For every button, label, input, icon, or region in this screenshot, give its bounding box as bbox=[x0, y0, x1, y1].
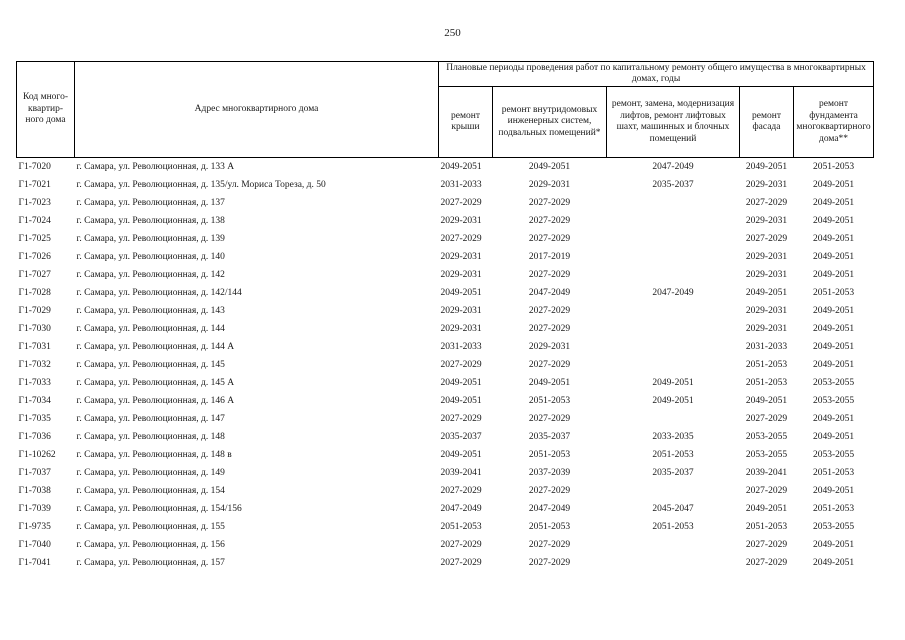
cell-elevators bbox=[607, 356, 740, 374]
cell-foundation: 2051-2053 bbox=[812, 288, 855, 298]
cell-elevators bbox=[607, 230, 740, 248]
cell-code: Г1-7040 bbox=[18, 540, 51, 550]
cell-address: г. Самара, ул. Революционная, д. 142/144 bbox=[76, 288, 242, 298]
table-row bbox=[17, 482, 874, 500]
cell-foundation: 2049-2051 bbox=[812, 486, 855, 496]
cell-roof: 2029-2031 bbox=[440, 306, 482, 316]
cell-foundation: 2053-2055 bbox=[812, 378, 855, 388]
cell-roof: 2049-2051 bbox=[440, 288, 482, 298]
cell-foundation: 2051-2053 bbox=[812, 162, 855, 172]
header-engineering: ремонт внутридомовых инженерных систем, подвальных помещений* bbox=[493, 87, 607, 158]
table-row bbox=[17, 356, 874, 374]
table-row bbox=[17, 392, 874, 410]
cell-roof: 2027-2029 bbox=[440, 414, 482, 424]
header-periods: Плановые периоды проведения работ по капитальному ремонту общего имущества в многоквартирных домах, годы bbox=[439, 62, 874, 87]
cell-engineering: 2051-2053 bbox=[528, 396, 571, 406]
cell-roof: 2027-2029 bbox=[440, 558, 482, 568]
cell-facade: 2027-2029 bbox=[745, 486, 788, 496]
table-row bbox=[17, 194, 874, 212]
cell-code: Г1-7039 bbox=[18, 504, 51, 514]
table-row bbox=[17, 338, 874, 356]
header-elevators: ремонт, замена, модернизация лифтов, ремонт лифтовых шахт, машинных и блочных помещений bbox=[607, 87, 740, 158]
cell-foundation: 2053-2055 bbox=[812, 522, 855, 532]
cell-facade: 2029-2031 bbox=[745, 324, 788, 334]
cell-engineering: 2051-2053 bbox=[528, 522, 571, 532]
cell-elevators bbox=[607, 554, 740, 572]
cell-code: Г1-7034 bbox=[18, 396, 51, 406]
cell-elevators bbox=[607, 302, 740, 320]
cell-elevators: 2047-2049 bbox=[652, 162, 694, 172]
cell-foundation: 2049-2051 bbox=[812, 306, 855, 316]
cell-engineering: 2051-2053 bbox=[528, 450, 571, 460]
header-roof: ремонт крыши bbox=[439, 87, 493, 158]
cell-foundation: 2049-2051 bbox=[812, 270, 855, 280]
cell-foundation: 2051-2053 bbox=[812, 468, 855, 478]
cell-foundation: 2053-2055 bbox=[812, 396, 855, 406]
cell-roof: 2029-2031 bbox=[440, 216, 482, 226]
cell-elevators bbox=[607, 248, 740, 266]
cell-engineering: 2027-2029 bbox=[528, 270, 571, 280]
page-number: 250 bbox=[444, 27, 461, 39]
cell-roof: 2029-2031 bbox=[440, 252, 482, 262]
table-row bbox=[17, 248, 874, 266]
cell-facade: 2027-2029 bbox=[745, 234, 788, 244]
header-address: Адрес многоквартирного дома bbox=[75, 62, 439, 158]
cell-address: г. Самара, ул. Революционная, д. 146 А bbox=[76, 396, 235, 406]
table-row bbox=[17, 374, 874, 392]
cell-facade: 2051-2053 bbox=[745, 360, 788, 370]
cell-roof: 2031-2033 bbox=[440, 342, 482, 352]
cell-address: г. Самара, ул. Революционная, д. 148 в bbox=[76, 450, 232, 460]
cell-engineering: 2027-2029 bbox=[528, 558, 571, 568]
cell-facade: 2053-2055 bbox=[745, 432, 788, 442]
table-row bbox=[17, 230, 874, 248]
table-row bbox=[17, 500, 874, 518]
cell-elevators bbox=[607, 482, 740, 500]
table-row bbox=[17, 284, 874, 302]
cell-facade: 2049-2051 bbox=[745, 396, 788, 406]
cell-address: г. Самара, ул. Революционная, д. 154/156 bbox=[76, 504, 242, 514]
cell-address: г. Самара, ул. Революционная, д. 143 bbox=[76, 306, 225, 316]
cell-roof: 2049-2051 bbox=[440, 162, 482, 172]
cell-address: г. Самара, ул. Революционная, д. 140 bbox=[76, 252, 225, 262]
cell-engineering: 2047-2049 bbox=[528, 504, 571, 514]
cell-address: г. Самара, ул. Революционная, д. 144 bbox=[76, 324, 225, 334]
cell-elevators bbox=[607, 410, 740, 428]
cell-address: г. Самара, ул. Революционная, д. 133 А bbox=[76, 162, 235, 172]
cell-engineering: 2027-2029 bbox=[528, 540, 571, 550]
cell-engineering: 2027-2029 bbox=[528, 324, 571, 334]
cell-address: г. Самара, ул. Революционная, д. 139 bbox=[76, 234, 225, 244]
cell-foundation: 2049-2051 bbox=[812, 414, 855, 424]
cell-code: Г1-9735 bbox=[18, 522, 51, 532]
cell-foundation: 2049-2051 bbox=[812, 234, 855, 244]
cell-elevators bbox=[607, 266, 740, 284]
cell-roof: 2035-2037 bbox=[440, 432, 482, 442]
cell-facade: 2027-2029 bbox=[745, 198, 788, 208]
table-row bbox=[17, 464, 874, 482]
cell-engineering: 2049-2051 bbox=[528, 162, 571, 172]
cell-engineering: 2017-2019 bbox=[528, 252, 571, 262]
cell-elevators: 2049-2051 bbox=[652, 396, 694, 406]
table-row bbox=[17, 518, 874, 536]
cell-roof: 2027-2029 bbox=[440, 360, 482, 370]
cell-address: г. Самара, ул. Революционная, д. 148 bbox=[76, 432, 225, 442]
cell-roof: 2029-2031 bbox=[440, 324, 482, 334]
cell-facade: 2029-2031 bbox=[745, 180, 788, 190]
cell-facade: 2049-2051 bbox=[745, 162, 788, 172]
cell-code: Г1-7023 bbox=[18, 198, 51, 208]
table-row bbox=[17, 176, 874, 194]
cell-foundation: 2053-2055 bbox=[812, 450, 855, 460]
header-facade: ремонт фасада bbox=[740, 87, 794, 158]
cell-facade: 2051-2053 bbox=[745, 522, 788, 532]
table-row bbox=[17, 536, 874, 554]
cell-foundation: 2049-2051 bbox=[812, 180, 855, 190]
cell-address: г. Самара, ул. Революционная, д. 144 А bbox=[76, 342, 235, 352]
table-row bbox=[17, 158, 874, 177]
cell-roof: 2031-2033 bbox=[440, 180, 482, 190]
cell-address: г. Самара, ул. Революционная, д. 149 bbox=[76, 468, 225, 478]
cell-engineering: 2029-2031 bbox=[528, 342, 571, 352]
cell-facade: 2049-2051 bbox=[745, 288, 788, 298]
cell-elevators bbox=[607, 212, 740, 230]
table-row bbox=[17, 212, 874, 230]
cell-engineering: 2047-2049 bbox=[528, 288, 571, 298]
cell-address: г. Самара, ул. Революционная, д. 145 А bbox=[76, 378, 235, 388]
cell-elevators bbox=[607, 320, 740, 338]
cell-code: Г1-7031 bbox=[18, 342, 51, 352]
cell-facade: 2029-2031 bbox=[745, 252, 788, 262]
cell-facade: 2027-2029 bbox=[745, 414, 788, 424]
cell-code: Г1-7020 bbox=[18, 162, 51, 172]
cell-roof: 2029-2031 bbox=[440, 270, 482, 280]
cell-code: Г1-7025 bbox=[18, 234, 51, 244]
cell-roof: 2049-2051 bbox=[440, 378, 482, 388]
cell-address: г. Самара, ул. Революционная, д. 145 bbox=[76, 360, 225, 370]
cell-elevators: 2051-2053 bbox=[652, 450, 694, 460]
cell-address: г. Самара, ул. Революционная, д. 138 bbox=[76, 216, 225, 226]
cell-code: Г1-7028 bbox=[18, 288, 51, 298]
cell-foundation: 2049-2051 bbox=[812, 216, 855, 226]
cell-roof: 2049-2051 bbox=[440, 396, 482, 406]
cell-code: Г1-7041 bbox=[18, 558, 51, 568]
cell-code: Г1-7030 bbox=[18, 324, 51, 334]
cell-elevators: 2047-2049 bbox=[652, 288, 694, 298]
cell-facade: 2029-2031 bbox=[745, 306, 788, 316]
cell-engineering: 2027-2029 bbox=[528, 486, 571, 496]
cell-code: Г1-7021 bbox=[18, 180, 51, 190]
cell-foundation: 2049-2051 bbox=[812, 198, 855, 208]
cell-roof: 2027-2029 bbox=[440, 486, 482, 496]
table-row bbox=[17, 302, 874, 320]
cell-address: г. Самара, ул. Революционная, д. 156 bbox=[76, 540, 225, 550]
cell-elevators bbox=[607, 338, 740, 356]
cell-address: г. Самара, ул. Революционная, д. 157 bbox=[76, 558, 225, 568]
cell-code: Г1-7027 bbox=[18, 270, 51, 280]
cell-roof: 2027-2029 bbox=[440, 198, 482, 208]
cell-elevators: 2051-2053 bbox=[652, 522, 694, 532]
cell-foundation: 2049-2051 bbox=[812, 432, 855, 442]
cell-elevators: 2033-2035 bbox=[652, 432, 694, 442]
cell-code: Г1-7029 bbox=[18, 306, 51, 316]
cell-elevators: 2045-2047 bbox=[652, 504, 694, 514]
cell-engineering: 2027-2029 bbox=[528, 234, 571, 244]
cell-code: Г1-10262 bbox=[18, 450, 56, 460]
cell-engineering: 2027-2029 bbox=[528, 360, 571, 370]
cell-roof: 2051-2053 bbox=[440, 522, 482, 532]
cell-address: г. Самара, ул. Революционная, д. 155 bbox=[76, 522, 225, 532]
cell-facade: 2029-2031 bbox=[745, 216, 788, 226]
table-row bbox=[17, 446, 874, 464]
cell-roof: 2039-2041 bbox=[440, 468, 482, 478]
table-body bbox=[17, 158, 874, 573]
cell-engineering: 2037-2039 bbox=[528, 468, 571, 478]
cell-code: Г1-7035 bbox=[18, 414, 51, 424]
cell-facade: 2029-2031 bbox=[745, 270, 788, 280]
table-row bbox=[17, 428, 874, 446]
cell-address: г. Самара, ул. Революционная, д. 142 bbox=[76, 270, 225, 280]
cell-address: г. Самара, ул. Революционная, д. 137 bbox=[76, 198, 225, 208]
cell-engineering: 2027-2029 bbox=[528, 414, 571, 424]
cell-address: г. Самара, ул. Революционная, д. 154 bbox=[76, 486, 225, 496]
cell-roof: 2027-2029 bbox=[440, 234, 482, 244]
cell-address: г. Самара, ул. Революционная, д. 135/ул. Мориса Тореза, д. 50 bbox=[76, 180, 326, 190]
cell-elevators: 2035-2037 bbox=[652, 468, 694, 478]
cell-code: Г1-7037 bbox=[18, 468, 51, 478]
cell-foundation: 2049-2051 bbox=[812, 342, 855, 352]
cell-facade: 2027-2029 bbox=[745, 558, 788, 568]
capital-repair-table bbox=[16, 61, 874, 572]
cell-facade: 2027-2029 bbox=[745, 540, 788, 550]
cell-foundation: 2049-2051 bbox=[812, 558, 855, 568]
cell-foundation: 2049-2051 bbox=[812, 360, 855, 370]
cell-engineering: 2029-2031 bbox=[528, 180, 571, 190]
cell-engineering: 2027-2029 bbox=[528, 198, 571, 208]
cell-elevators bbox=[607, 536, 740, 554]
table-row bbox=[17, 554, 874, 572]
table-row bbox=[17, 410, 874, 428]
table-row bbox=[17, 266, 874, 284]
cell-engineering: 2027-2029 bbox=[528, 216, 571, 226]
cell-roof: 2049-2051 bbox=[440, 450, 482, 460]
cell-code: Г1-7038 bbox=[18, 486, 51, 496]
cell-code: Г1-7036 bbox=[18, 432, 51, 442]
cell-address: г. Самара, ул. Революционная, д. 147 bbox=[76, 414, 225, 424]
cell-engineering: 2049-2051 bbox=[528, 378, 571, 388]
cell-roof: 2027-2029 bbox=[440, 540, 482, 550]
cell-engineering: 2027-2029 bbox=[528, 306, 571, 316]
cell-elevators: 2049-2051 bbox=[652, 378, 694, 388]
cell-foundation: 2049-2051 bbox=[812, 252, 855, 262]
cell-code: Г1-7024 bbox=[18, 216, 51, 226]
table-row bbox=[17, 320, 874, 338]
cell-code: Г1-7032 bbox=[18, 360, 51, 370]
cell-facade: 2053-2055 bbox=[745, 450, 788, 460]
cell-code: Г1-7033 bbox=[18, 378, 51, 388]
cell-facade: 2049-2051 bbox=[745, 504, 788, 514]
header-code: Код много- квартир- ного дома bbox=[17, 62, 75, 158]
cell-foundation: 2051-2053 bbox=[812, 504, 855, 514]
cell-elevators bbox=[607, 194, 740, 212]
cell-engineering: 2035-2037 bbox=[528, 432, 571, 442]
cell-code: Г1-7026 bbox=[18, 252, 51, 262]
cell-facade: 2039-2041 bbox=[745, 468, 788, 478]
cell-facade: 2031-2033 bbox=[745, 342, 788, 352]
cell-roof: 2047-2049 bbox=[440, 504, 482, 514]
cell-elevators: 2035-2037 bbox=[652, 180, 694, 190]
cell-foundation: 2049-2051 bbox=[812, 540, 855, 550]
cell-foundation: 2049-2051 bbox=[812, 324, 855, 334]
header-foundation: ремонт фундамента многоквартирного дома** bbox=[794, 87, 874, 158]
cell-facade: 2051-2053 bbox=[745, 378, 788, 388]
